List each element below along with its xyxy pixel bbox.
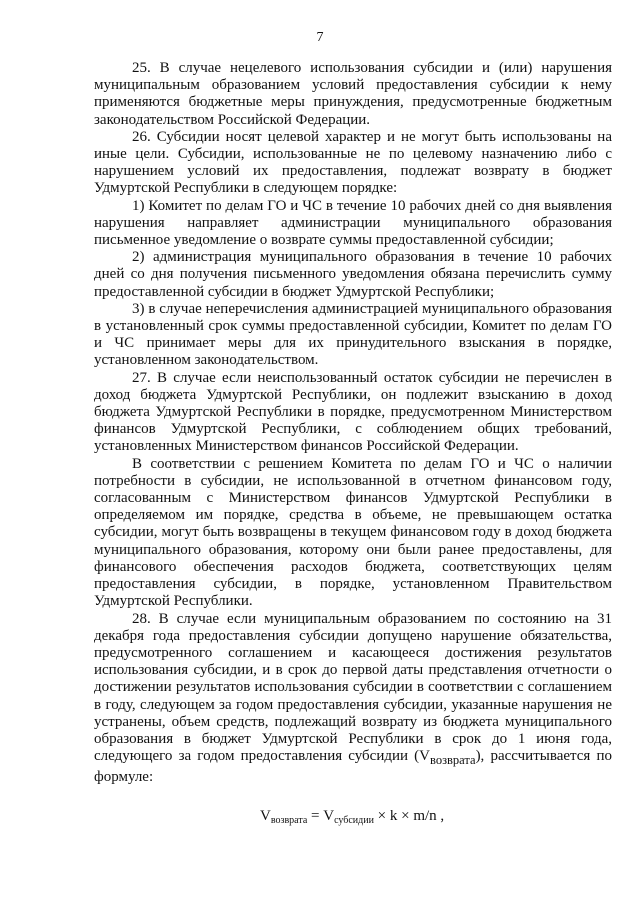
paragraph-27-continuation: В соответствии с решением Комитета по делам ГО и ЧС о наличии потребности в субсидии, не использованной в отчетном финансовом году, согласованным с Министерством финансов Удмуртской Республики в определяемом им порядке, средства в объеме, не превышающем остатка субсидии, могут быть возвращены в текущем финансовом году в доход бюджета муниципального образования, которому они были ранее предоставлены, для финансового обеспечения расходов бюджета, соответствующих целям предоставления субсидии, в порядке, установленном Правительством Удмуртской Республики.: [94, 455, 612, 610]
document-body: [94, 60, 612, 825]
formula-equals: = V: [307, 807, 335, 824]
paragraph-26-item-3: 3) в случае неперечисления администрацией муниципального образования в установленный срок суммы предоставленной субсидии, Комитет по делам ГО и ЧС принимает меры для их принудительного взыскания в порядке, установленном законодательством.: [94, 300, 612, 369]
formula-rhs-subscript: субсидии: [334, 814, 374, 826]
paragraph-28: [94, 611, 612, 787]
paragraph-27: 27. В случае если неиспользованный остаток субсидии не перечислен в доход бюджета Удмуртской Республики, он подлежит взысканию в доход бюджета Удмуртской Республики в порядке, предусмотренном Министерством финансов Удмуртской Республики, с соблюдением общих требований, установленных Министерством финансов Российской Федерации.: [94, 369, 612, 455]
paragraph-25: 25. В случае нецелевого использования субсидии и (или) нарушения муниципальным образованием условий предоставления субсидии к нему применяются бюджетные меры принуждения, предусмотренные бюджетным законодательством Российской Федерации.: [94, 60, 612, 128]
paragraph-28-tail: ), рассчитывается по формуле:: [94, 748, 612, 786]
formula-lhs-subscript: возврата: [270, 814, 308, 826]
formula-lhs: V: [260, 807, 271, 824]
page-number: 7: [316, 30, 324, 45]
paragraph-28-subscript: возврата: [430, 753, 476, 768]
paragraph-26-item-1: 1) Комитет по делам ГО и ЧС в течение 10 рабочих дней со дня выявления нарушения направляет администрации муниципального образования письменное уведомление о возврате суммы предоставленной субсидии;: [94, 197, 612, 249]
paragraph-26: 26. Субсидии носят целевой характер и не могут быть использованы на иные цели. Субсидии, использованные не по целевому назначению либо с нарушением условий их предоставления, подлежат возврату в бюджет Удмуртской Республики в следующем порядке:: [94, 128, 612, 197]
formula-rest: × k × m/n ,: [373, 807, 445, 824]
formula: [94, 807, 612, 825]
paragraph-26-item-2: 2) администрация муниципального образования в течение 10 рабочих дней со дня получения письменного уведомления обязана перечислить сумму предоставленной субсидии в бюджет Удмуртской Республики;: [94, 249, 612, 300]
paragraph-28-text: 28. В случае если муниципальным образованием по состоянию на 31 декабря года предоставления субсидии допущено нарушение обязательства, предусмотренного соглашением и касающееся достижения результатов использования субсидии, и в срок до первой даты представления отчетности о достижении результатов использования субсидии в соответствии с соглашением в году, следующем за годом предоставления субсидии, указанные нарушения не устранены, объем средств, подлежащий возврату из бюджета муниципального образования в бюджет Удмуртской Республики в срок до 1 июня года, следующего за годом предоставления субсидии (V: [94, 610, 612, 765]
